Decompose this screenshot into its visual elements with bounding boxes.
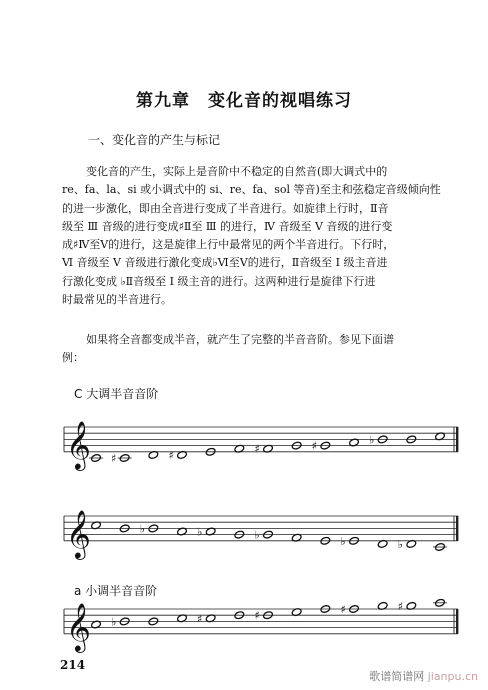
paragraph-line: 例： xyxy=(62,351,84,365)
note xyxy=(433,543,447,552)
staff-c-major-descending xyxy=(0,504,488,564)
watermark-site-name: 歌谱简谱网 xyxy=(369,670,425,683)
note xyxy=(89,454,103,463)
sharp-icon: ♯ xyxy=(340,603,346,616)
barline-final-thick xyxy=(456,516,458,541)
note xyxy=(197,526,216,539)
note xyxy=(312,440,331,453)
c-major-scale-label: C 大调半音音阶 xyxy=(74,387,159,401)
note xyxy=(433,598,447,607)
flat-icon: ♭ xyxy=(397,537,403,551)
barline-final-thick xyxy=(456,609,458,634)
page-number: 214 xyxy=(60,658,86,672)
staff-lines xyxy=(64,427,458,452)
paragraph-chromatic-origin xyxy=(62,163,464,309)
paragraph-line: 成♯Ⅳ至Ⅴ的进行，这是旋律上行中最常见的两个半音进行。下行时， xyxy=(62,238,395,252)
note xyxy=(398,538,417,551)
note xyxy=(254,529,273,542)
paragraph-line: 行激化变成 ♭Ⅱ音级至 Ⅰ 级主音的进行。这两种进行是旋律下行进 xyxy=(62,274,376,288)
paragraph-chromatic-scale xyxy=(62,331,464,368)
note xyxy=(340,535,359,548)
section-heading: 一、变化音的产生与标记 xyxy=(88,133,221,147)
paragraph-line: 时最常见的半音进行。 xyxy=(62,293,172,307)
note xyxy=(168,449,187,462)
paragraph-line: 变化音的产生，实际上是音阶中不稳定的自然音(即大调式中的 xyxy=(86,165,388,178)
chapter-title: 第九章 变化音的视唱练习 xyxy=(136,91,352,111)
treble-clef-icon: 𝄞 xyxy=(66,419,91,469)
note xyxy=(398,600,417,613)
paragraph-line: 的进一步激化，即由全音进行变成了半音进行。如旋律上行时，Ⅱ音 xyxy=(62,201,389,215)
sharp-icon: ♯ xyxy=(254,442,260,456)
sharp-icon: ♯ xyxy=(397,599,403,613)
flat-icon: ♭ xyxy=(254,528,260,542)
paragraph-line: Ⅵ 音级至 Ⅴ 音级进行激化变成♭Ⅵ至Ⅴ的进行，Ⅱ音级至 Ⅰ 级主音进 xyxy=(62,256,388,270)
flat-icon: ♭ xyxy=(369,433,375,447)
note xyxy=(254,609,273,622)
treble-clef-icon: 𝄞 xyxy=(66,601,91,651)
note xyxy=(254,443,273,456)
note xyxy=(369,433,388,446)
sharp-icon: ♯ xyxy=(197,612,203,626)
watermark-url: jianpu.cn xyxy=(427,670,478,683)
treble-clef-icon: 𝄞 xyxy=(66,508,91,558)
staff-c-major-ascending xyxy=(0,415,488,475)
flat-icon: ♭ xyxy=(197,525,203,539)
flat-icon: ♭ xyxy=(111,615,117,629)
sharp-icon: ♯ xyxy=(111,452,117,465)
watermark xyxy=(369,668,478,684)
sharp-icon: ♯ xyxy=(254,609,260,623)
note xyxy=(340,603,359,616)
staff-a-minor-ascending xyxy=(0,597,488,657)
paragraph-line: 如果将全音都变成半音，就产生了完整的半音音阶。参见下面谱 xyxy=(86,333,394,346)
sharp-icon: ♯ xyxy=(311,439,317,453)
paragraph-line: re、fa、la、si 或小调式中的 si、re、fa、sol 等音)至主和弦稳定音级倾向性 xyxy=(62,183,441,197)
note xyxy=(197,612,216,625)
note xyxy=(140,522,159,535)
note xyxy=(111,452,132,465)
barline-final-thick xyxy=(456,427,458,452)
flat-icon: ♭ xyxy=(139,522,145,536)
paragraph-line: 级至 Ⅲ 音级的进行变成♯Ⅱ至 Ⅲ 的进行，Ⅳ 音级至 Ⅴ 音级的进行变 xyxy=(62,219,393,233)
a-minor-scale-label: a 小调半音音阶 xyxy=(74,584,158,598)
note xyxy=(111,615,130,628)
flat-icon: ♭ xyxy=(340,534,346,548)
sharp-icon: ♯ xyxy=(168,448,174,462)
